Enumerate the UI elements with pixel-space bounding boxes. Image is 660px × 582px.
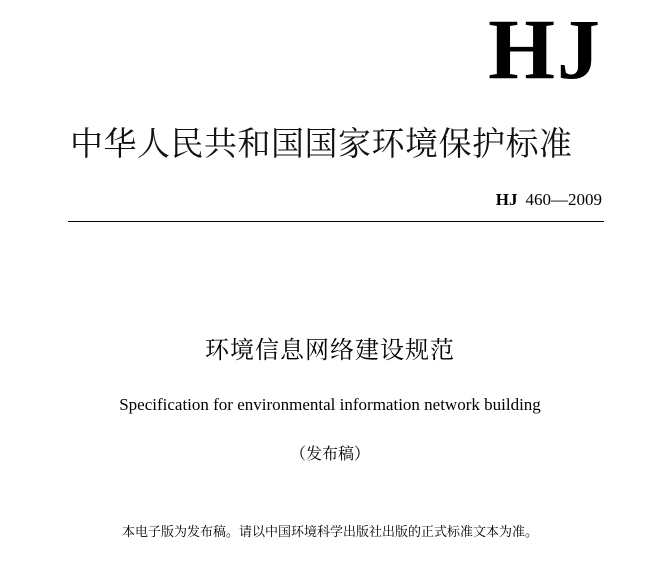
standard-prefix: HJ xyxy=(495,190,518,209)
organization-title: 中华人民共和国国家环境保护标准 xyxy=(70,124,573,163)
standard-code: 460—2009 xyxy=(525,190,602,209)
document-title-en: Specification for environmental information network building xyxy=(119,395,541,414)
hj-logo: HJ xyxy=(488,1,602,97)
standard-number xyxy=(496,190,602,210)
release-status: （发布稿） xyxy=(289,444,370,463)
header-divider xyxy=(68,221,604,222)
document-title-cn: 环境信息网络建设规范 xyxy=(205,336,455,364)
footer-notice: 本电子版为发布稿。请以中国环境科学出版社出版的正式标准文本为准。 xyxy=(121,525,538,540)
